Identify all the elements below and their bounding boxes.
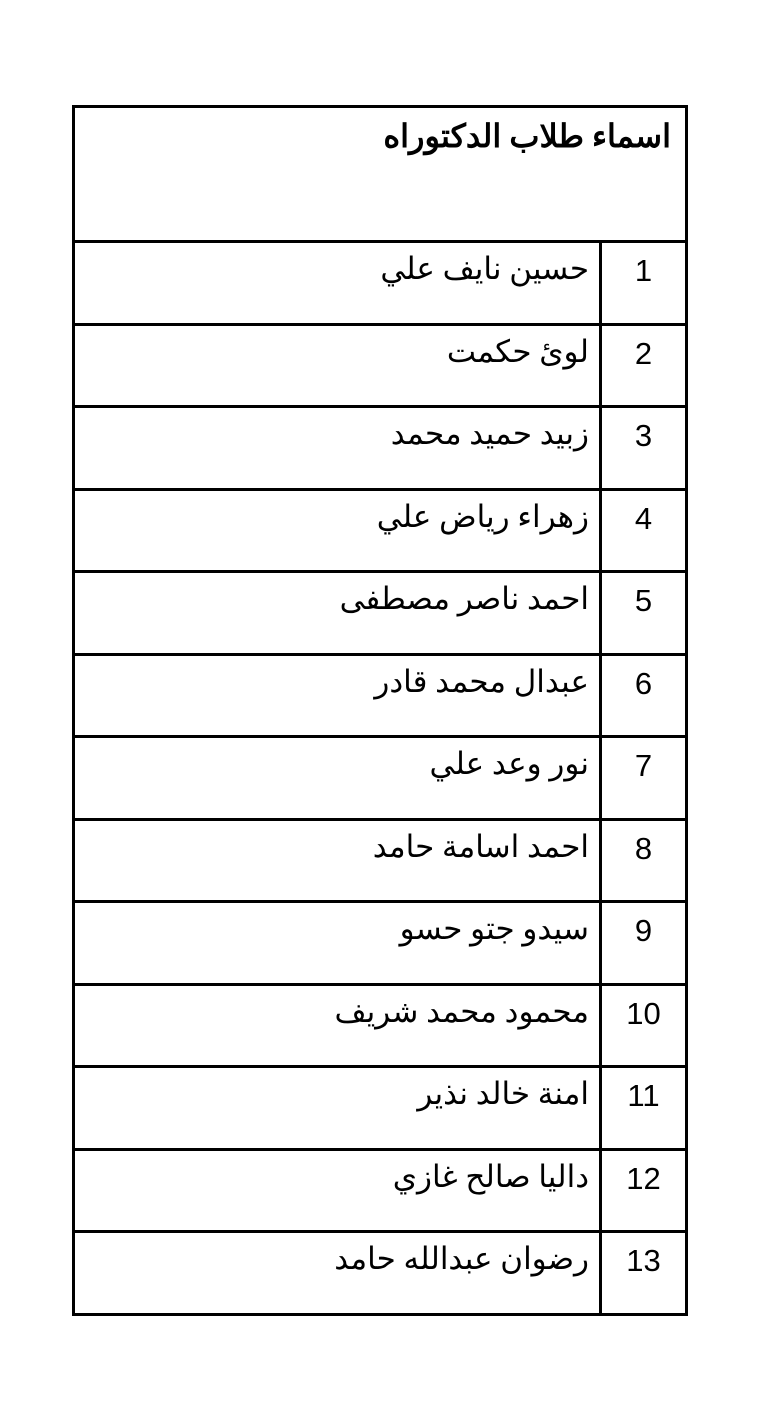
row-number: 9: [599, 903, 685, 983]
student-name: امنة خالد نذير: [417, 1076, 589, 1111]
row-number: 5: [599, 573, 685, 653]
row-number: 7: [599, 738, 685, 818]
row-number: 4: [599, 491, 685, 571]
table-row: [75, 405, 685, 488]
student-name: نور وعد علي: [429, 746, 589, 781]
student-name: حسين نايف علي: [380, 251, 589, 286]
row-number: 12: [599, 1151, 685, 1231]
table-row: [75, 570, 685, 653]
student-name: عبدال محمد قادر: [374, 663, 589, 699]
table-row: [75, 1230, 685, 1313]
row-number: 2: [599, 326, 685, 406]
student-name: احمد ناصر مصطفى: [339, 581, 589, 616]
row-number: 11: [599, 1068, 685, 1148]
row-number: 1: [599, 243, 685, 323]
table-row: [75, 983, 685, 1066]
row-number: 6: [599, 656, 685, 736]
table-row: [75, 735, 685, 818]
student-name: احمد اسامة حامد: [372, 828, 589, 864]
table-row: [75, 1065, 685, 1148]
student-name: زبيد حميد محمد: [390, 416, 589, 451]
student-name: سيدو جتو حسو: [399, 911, 589, 946]
table-header-title: اسماء طلاب الدكتوراه: [383, 118, 671, 154]
table-row: [75, 653, 685, 736]
table-row: [75, 240, 685, 323]
student-name: لوئ حكمت: [446, 333, 589, 369]
table-row: [75, 323, 685, 406]
table-row: [75, 900, 685, 983]
row-number: 8: [599, 821, 685, 901]
table-row: [75, 488, 685, 571]
row-number: 10: [599, 986, 685, 1066]
table-row: [75, 818, 685, 901]
student-name: داليا صالح غازي: [392, 1158, 589, 1194]
table-row: [75, 1148, 685, 1231]
row-number: 13: [599, 1233, 685, 1313]
student-name: محمود محمد شريف: [334, 993, 589, 1029]
student-name: رضوان عبدالله حامد: [334, 1241, 589, 1276]
row-number: 3: [599, 408, 685, 488]
students-table: [72, 105, 688, 1316]
student-name: زهراء رياض علي: [376, 498, 589, 534]
